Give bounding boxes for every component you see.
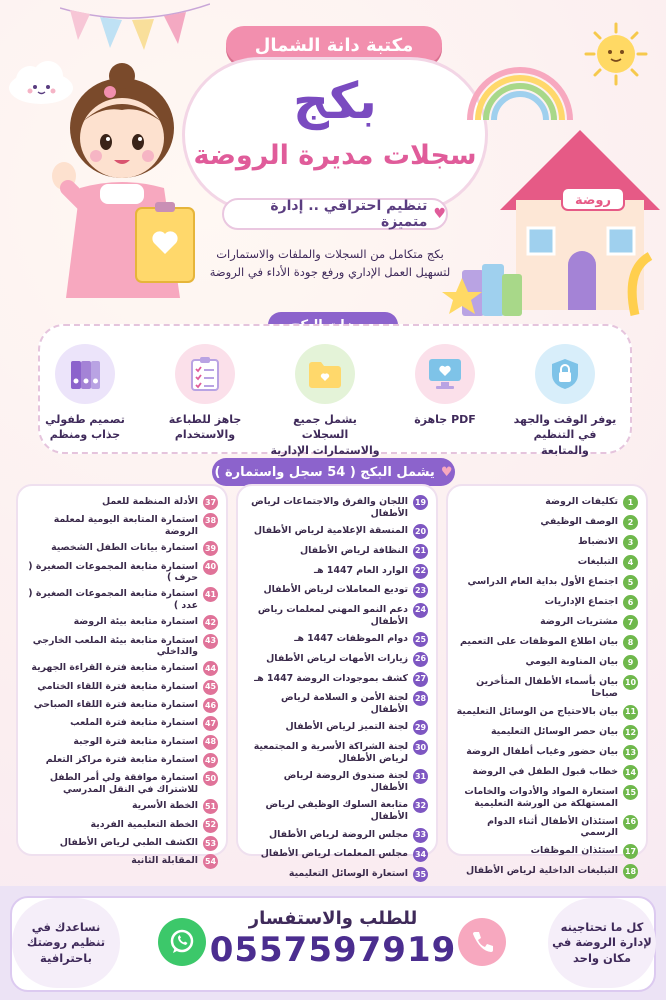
- record-number-badge: 19: [413, 495, 428, 510]
- records-column-2: [236, 484, 438, 879]
- record-title: استمارة متابعة بيئة الملعب الخارجي والداخلي: [32, 634, 198, 658]
- checklist-icon: [175, 344, 235, 404]
- record-title: زيارات الأمهات لرياض الأطفال: [266, 652, 408, 664]
- record-number-badge: 54: [203, 854, 218, 869]
- phone-call-button[interactable]: [458, 918, 506, 966]
- record-title: استمارة المتابعة اليومية لمعلمة الروضة: [53, 514, 198, 538]
- record-title: بيان المناوبة اليومي: [525, 656, 618, 668]
- record-item: [454, 596, 638, 610]
- record-title: مشتريات الروضة: [540, 616, 618, 628]
- record-title: الكشف الطبي لرياض الأطفال: [59, 837, 198, 848]
- record-number-badge: 26: [413, 652, 428, 667]
- record-number-badge: 22: [413, 564, 428, 579]
- record-title: لجنة التميز لرياض الأطفال: [285, 721, 408, 733]
- record-item: [24, 542, 218, 556]
- record-number-badge: 29: [413, 720, 428, 735]
- record-number-badge: 51: [203, 799, 218, 814]
- record-title: استمارة متابعة فترة اللقاء الصباحي: [33, 699, 198, 711]
- record-number-badge: 13: [623, 745, 638, 760]
- record-item: [24, 561, 218, 585]
- record-number-badge: 38: [203, 513, 218, 528]
- girl-illustration: [40, 58, 210, 303]
- monitor-heart-icon: [415, 344, 475, 404]
- record-number-badge: 46: [203, 698, 218, 713]
- record-title: مجلس الروضة لرياض الأطفال: [269, 828, 408, 840]
- record-item: [244, 848, 428, 862]
- record-item: [244, 692, 428, 716]
- record-item: [454, 516, 638, 530]
- record-item: [454, 786, 638, 810]
- tagline-text: تنظيم احترافي .. إدارة متميزة: [270, 198, 428, 230]
- record-item: [454, 616, 638, 630]
- house-sign-text: روضة: [574, 193, 612, 208]
- record-item: [24, 635, 218, 659]
- record-number-badge: 18: [623, 864, 638, 879]
- record-title: توديع المعاملات لرياض الأطفال: [263, 584, 408, 596]
- phone-icon: [469, 929, 495, 955]
- intro-line-2: لتسهيل العمل الإداري ورفع جودة الأداء في الروضة: [209, 264, 451, 279]
- record-title: بيان حضور وغياب أطفال الروضة: [466, 746, 618, 758]
- record-title: دوام الموظفات 1447 هـ: [294, 633, 408, 645]
- record-title: كشف بموجودات الروضة 1447 هـ: [254, 672, 408, 684]
- includes-title-text: يشمل البكج ( 54 سجل واستمارة ): [214, 464, 435, 480]
- record-number-badge: 32: [413, 798, 428, 813]
- record-title: خطاب قبول الطفل في الروضة: [472, 766, 618, 778]
- record-item: [244, 545, 428, 559]
- record-title: التبليغات: [577, 556, 618, 568]
- record-item: [244, 673, 428, 687]
- record-number-badge: 20: [413, 524, 428, 539]
- record-item: [454, 726, 638, 740]
- record-item: [244, 799, 428, 823]
- feature-label: تصميم طفولي جذاب ومنظم: [45, 413, 125, 442]
- heart-icon: ♥: [440, 464, 453, 480]
- record-number-badge: 35: [413, 867, 428, 882]
- record-title: بيان بأسماء الأطفال المتأخرين صباحا: [476, 676, 618, 700]
- record-title: لجنة الأمن و السلامة لرياض الأطفال: [281, 692, 408, 715]
- contact-title: للطلب والاستفسار: [248, 908, 418, 929]
- record-number-badge: 28: [413, 691, 428, 706]
- record-title: الخطة التعليمية الفردية: [90, 818, 198, 830]
- record-number-badge: 6: [623, 595, 638, 610]
- lock-icon: [535, 344, 595, 404]
- record-item: [244, 525, 428, 539]
- record-item: [454, 496, 638, 510]
- record-number-badge: 24: [413, 603, 428, 618]
- record-number-badge: 48: [203, 735, 218, 750]
- record-number-badge: 1: [623, 495, 638, 510]
- record-item: [24, 588, 218, 612]
- record-number-badge: 15: [623, 785, 638, 800]
- record-item: [244, 721, 428, 735]
- record-number-badge: 5: [623, 575, 638, 590]
- record-title: استمارة متابعة فترة الوجبة: [73, 735, 198, 747]
- record-title: بيان حصر الوسائل التعليمية: [490, 726, 618, 738]
- record-title: مجلس المعلمات لرياض الأطفال: [260, 848, 408, 860]
- record-item: [454, 706, 638, 720]
- record-title: الانضباط: [577, 536, 618, 548]
- record-title: المقابلة الثانية: [131, 855, 198, 867]
- binders-icon: [55, 344, 115, 404]
- record-number-badge: 49: [203, 753, 218, 768]
- records-list: [244, 496, 428, 911]
- phone-number[interactable]: 0557597919: [209, 930, 457, 970]
- record-item: [244, 653, 428, 667]
- page-title: بكج: [293, 72, 377, 130]
- record-item: [454, 845, 638, 859]
- records-list: [454, 496, 638, 879]
- record-item: [24, 699, 218, 713]
- record-number-badge: 40: [203, 560, 218, 575]
- record-number-badge: 44: [203, 661, 218, 676]
- record-number-badge: 25: [413, 632, 428, 647]
- record-title: استمارة متابعة بيئة الروضة: [73, 616, 198, 628]
- record-number-badge: 23: [413, 583, 428, 598]
- record-number-badge: 4: [623, 555, 638, 570]
- record-number-badge: 16: [623, 815, 638, 830]
- record-title: استمارة متابعة المجموعات الصغيرة ( عدد ): [28, 588, 198, 612]
- record-title: استمارة متابعة فترة الملعب: [70, 717, 198, 729]
- record-number-badge: 39: [203, 541, 218, 556]
- record-item: [244, 770, 428, 794]
- record-title: تكليفات الروضة: [545, 496, 618, 507]
- record-item: [24, 800, 218, 814]
- record-title: اجتماع الإداريات: [544, 596, 618, 608]
- page-subtitle: سجلات مديرة الروضة: [193, 140, 477, 171]
- feature-label: يشمل جميع السجلات والاستمارات الإدارية: [270, 413, 380, 457]
- record-item: [244, 565, 428, 579]
- record-number-badge: 50: [203, 771, 218, 786]
- tagline: [222, 198, 448, 230]
- records-column-1: [446, 484, 648, 877]
- feature-label: PDF جاهزة: [414, 413, 476, 426]
- record-number-badge: 14: [623, 765, 638, 780]
- includes-title: [212, 458, 455, 486]
- record-item: [24, 754, 218, 768]
- record-item: [454, 636, 638, 650]
- record-item: [454, 656, 638, 670]
- record-title: استعارة المواد والأدوات والخامات المستهلكة من الورشة التعليمية: [464, 786, 618, 809]
- record-number-badge: 2: [623, 515, 638, 530]
- record-title: استمارة متابعة المجموعات الصغيرة ( حرف ): [28, 560, 198, 584]
- record-title: استئذان الموظفات: [530, 845, 618, 857]
- record-title: استمارة متابعة فترة اللقاء الختامي: [37, 680, 198, 692]
- feature-save-time: [510, 344, 620, 458]
- record-number-badge: 53: [203, 836, 218, 851]
- whatsapp-icon: [168, 928, 196, 956]
- record-number-badge: 43: [203, 634, 218, 649]
- record-title: الخطة الأسرية: [131, 800, 198, 812]
- record-item: [244, 868, 428, 882]
- record-title: المنسقة الإعلامية لرياض الأطفال: [253, 525, 408, 537]
- feature-pdf: [390, 344, 500, 427]
- record-item: [24, 717, 218, 731]
- record-title: دعم النمو المهني لمعلمات رياض الأطفال: [257, 603, 408, 627]
- record-item: [454, 746, 638, 760]
- record-title: استمارة بيانات الطفل الشخصية: [51, 542, 198, 554]
- record-number-badge: 34: [413, 847, 428, 862]
- record-title: استمارة موافقة ولي أمر الطفل للاشتراك في النقل المدرسي: [49, 772, 198, 796]
- record-item: [244, 741, 428, 765]
- record-item: [454, 676, 638, 700]
- record-number-badge: 37: [203, 495, 218, 510]
- intro-line-1: بكج متكامل من السجلات والملفات والاستمارات: [216, 247, 444, 261]
- record-number-badge: 12: [623, 725, 638, 740]
- record-item: [24, 496, 218, 510]
- record-number-badge: 7: [623, 615, 638, 630]
- record-number-badge: 9: [623, 655, 638, 670]
- record-item: [24, 772, 218, 796]
- record-number-badge: 21: [413, 544, 428, 559]
- record-item: [24, 736, 218, 750]
- record-title: الوصف الوظيفي: [540, 516, 618, 528]
- record-item: [24, 819, 218, 833]
- record-item: [24, 662, 218, 676]
- record-number-badge: 45: [203, 680, 218, 695]
- record-title: التبليغات الداخلية لرياض الأطفال: [466, 865, 618, 877]
- record-title: استعارة الوسائل التعليمية: [288, 868, 408, 879]
- records-list: [24, 496, 218, 869]
- folder-icon: [295, 344, 355, 404]
- record-item: [454, 816, 638, 840]
- record-item: [454, 766, 638, 780]
- record-number-badge: 17: [623, 844, 638, 859]
- record-number-badge: 27: [413, 672, 428, 687]
- record-item: [244, 829, 428, 843]
- record-number-badge: 10: [623, 675, 638, 690]
- record-item: [24, 514, 218, 538]
- record-title: لجنة صندوق الروضة لرياض الأطفال: [283, 770, 408, 793]
- record-item: [244, 496, 428, 520]
- kindergarten-house-illustration: [440, 60, 665, 320]
- feature-label: جاهز للطباعة والاستخدام: [168, 413, 242, 442]
- record-title: بيان بالاحتياج من الوسائل التعليمية: [456, 705, 618, 717]
- record-title: استمارة متابعة فترة مراكز التعلم: [45, 754, 198, 766]
- record-item: [24, 681, 218, 695]
- intro-text: [200, 246, 460, 282]
- heart-icon: ♥: [433, 206, 446, 222]
- record-title: اجتماع الأول بداية العام الدراسي: [467, 576, 618, 588]
- record-item: [24, 837, 218, 851]
- record-title: النظافة لرياض الأطفال: [300, 544, 408, 556]
- record-number-badge: 42: [203, 615, 218, 630]
- record-number-badge: 31: [413, 769, 428, 784]
- record-item: [24, 855, 218, 869]
- record-title: الأدلة المنظمة للعمل: [102, 496, 198, 507]
- record-item: [454, 576, 638, 590]
- record-title: استئذان الأطفال أثناء الدوام الرسمي: [487, 815, 618, 839]
- record-number-badge: 47: [203, 716, 218, 731]
- left-note: نساعدك في تنظيم روضتك باحترافية: [12, 898, 120, 988]
- feature-all-records: [270, 344, 380, 458]
- feature-label: يوفر الوقت والجهد في التنظيم والمتابعة: [513, 413, 617, 457]
- bunting-decoration: [60, 0, 210, 55]
- whatsapp-button[interactable]: [158, 918, 206, 966]
- record-item: [24, 616, 218, 630]
- right-note: كل ما تحتاجينه لإدارة الروضة في مكان واحد: [548, 898, 656, 988]
- record-item: [244, 633, 428, 647]
- record-number-badge: 11: [623, 705, 638, 720]
- record-item: [454, 556, 638, 570]
- record-number-badge: 52: [203, 818, 218, 833]
- record-item: [454, 865, 638, 879]
- record-item: [244, 604, 428, 628]
- record-item: [454, 536, 638, 550]
- record-title: لجنة الشراكة الأسرية و المجتمعية لرياض الأطفال: [253, 741, 408, 764]
- record-number-badge: 33: [413, 828, 428, 843]
- record-title: بيان اطلاع الموظفات على التعميم: [460, 636, 618, 648]
- record-title: استمارة متابعة فترة القراءة الجهرية: [31, 662, 198, 674]
- feature-design: [30, 344, 140, 443]
- record-item: [244, 584, 428, 598]
- features-panel: [38, 324, 632, 457]
- record-title: الوارد العام 1447 هـ: [313, 564, 408, 576]
- record-title: متابعة السلوك الوظيفي لرياض الأطفال: [265, 799, 408, 823]
- shop-name-ribbon: مكتبة دانة الشمال: [226, 26, 442, 64]
- record-number-badge: 41: [203, 587, 218, 602]
- record-number-badge: 30: [413, 740, 428, 755]
- record-number-badge: 8: [623, 635, 638, 650]
- record-title: اللجان والفرق والاجتماعات لرياض الأطفال: [251, 496, 408, 519]
- feature-print-ready: [150, 344, 260, 443]
- records-column-3: [16, 484, 228, 867]
- record-number-badge: 3: [623, 535, 638, 550]
